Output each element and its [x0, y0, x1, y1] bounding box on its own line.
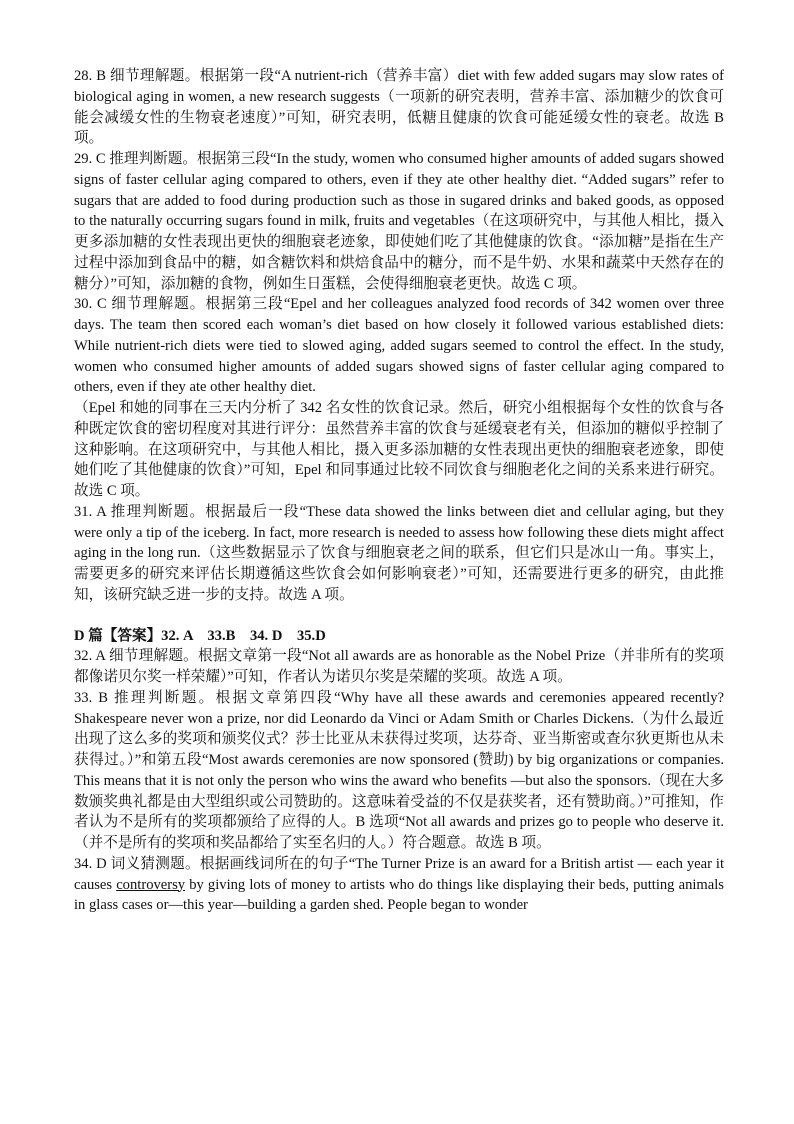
- document-page: [74, 66, 724, 916]
- section-d-heading: D 篇【答案】32. A 33.B 34. D 35.D: [74, 627, 326, 644]
- answer-28: 28. B 细节理解题。根据第一段“A nutrient-rich（营养丰富）diet with few added sugars may slow rates of biological aging in women, a new research suggests（一项新的研究表明，营养丰富、添加糖少的饮食可能会减缓女性的生物衰老速度）”可知，研究表明，低糖且健康的饮食可能延缓女性的衰老。故选 B 项。: [74, 68, 724, 147]
- answer-33: 33. B 推理判断题。根据文章第四段“Why have all these awards and ceremonies appeared recently? Shakespeare never won a prize, nor did Leonardo da Vinci or Adam Smith or Charles Dickens.（为什么最近出现了这么多的奖项和颁奖仪式？莎士比亚从未获得过奖项，达芬奇、亚当斯密或查尔狄更斯也从未获得过。）”和第五段“Most awards ceremonies are now sponsored (赞助) by big organizations or companies. This means that it is not only the person who wins the award who benefits —but also the sponsors.（现在大多数颁奖典礼都是由大型组织或公司赞助的。这意味着受益的不仅是获奖者，还有赞助商。）”可推知，作者认为不是所有的奖项都颁给了应得的人。B 选项“Not all awards and prizes go to people who deserve it.（并不是所有的奖项和奖品都给了实至名归的人。）符合题意。故选 B 项。: [74, 689, 724, 851]
- underlined-word: controversy: [116, 876, 186, 893]
- answer-29: 29. C 推理判断题。根据第三段“In the study, women who consumed higher amounts of added sugars showed signs of faster cellular aging compared to others, even if they ate other healthy diet. “Added sugars” refer to sugars that are added to food during production such as those in sugared drinks and baked goods, as opposed to the naturally occurring sugars found in milk, fruits and vegetables（在这项研究中，与其他人相比，摄入更多添加糖的女性表现出更快的细胞衰老迹象，即使她们吃了其他健康的饮食。“添加糖”是指在生产过程中添加到食品中的糖，如含糖饮料和烘焙食品中的糖分，而不是牛奶、水果和蔬菜中天然存在的糖分）”可知，添加糖的食物，例如生日蛋糕，会使得细胞衰老更快。故选 C 项。: [74, 151, 724, 292]
- answer-34: [74, 854, 724, 916]
- answer-31: 31. A 推理判断题。根据最后一段“These data showed the links between diet and cellular aging, but they were only a tip of the iceberg. In fact, more research is needed to assess how following these diets might affect aging in the long run.（这些数据显示了饮食与细胞衰老之间的联系，但它们只是冰山一角。事实上，需要更多的研究来评估长期遵循这些饮食会如何影响衰老）”可知，还需要进行更多的研究，由此推知，该研究缺乏进一步的支持。故选 A 项。: [74, 503, 724, 603]
- section-gap: [74, 606, 724, 626]
- answer-34-text-after: by giving lots of money to artists who do things like displaying their beds, putting animals in glass cases or—this year—building a garden shed. People began to wonder: [74, 876, 724, 914]
- answer-30-translation: （Epel 和她的同事在三天内分析了 342 名女性的饮食记录。然后，研究小组根据每个女性的饮食与各种既定饮食的密切程度对其进行评分：虽然营养丰富的饮食与延缓衰老有关，但添加的糖似乎控制了这种影响。在这项研究中，与其他人相比，摄入更多添加糖的女性表现出更快的细胞衰老迹象，即使她们吃了其他健康的饮食）”可知，Epel 和同事通过比较不同饮食与细胞老化之间的关系来进行研究。故选 C 项。: [74, 400, 724, 499]
- answer-34-text-before: 34. D 词义猜测题。根据画线词所在的句子“The Turner Prize is an award for a British artist — each year it causes: [74, 855, 724, 893]
- answer-30: 30. C 细节理解题。根据第三段“Epel and her colleagues analyzed food records of 342 women over three days. The team then scored each woman’s diet based on how closely it followed various established diets: While nutrient-rich diets were tied to slowed aging, added sugars seemed to control the effect. In the study, women who consumed higher amounts of added sugars showed signs of faster cellular aging compared to others, even if they ate other healthy diet.: [74, 296, 724, 396]
- answer-32: 32. A 细节理解题。根据文章第一段“Not all awards are as honorable as the Nobel Prize（并非所有的奖项都像诺贝尔奖一样荣耀）”可知，作者认为诺贝尔奖是荣耀的奖项。故选 A 项。: [74, 648, 724, 685]
